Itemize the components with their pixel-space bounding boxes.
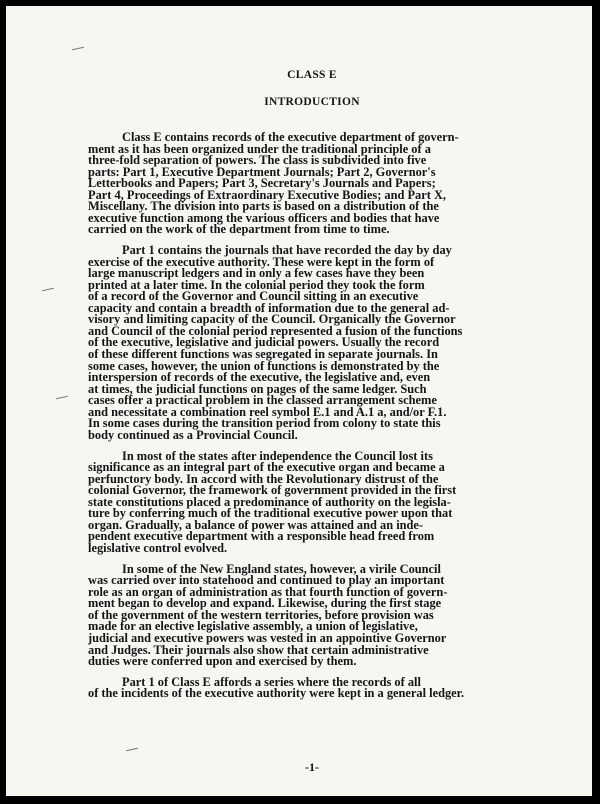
text-line: some cases, however, the union of functions is demonstrated by the <box>88 358 440 373</box>
text-line: Part 1 contains the journals that have recorded the day by day <box>122 243 452 258</box>
text-line: ment began to develop and expand. Likewise, during the first stage <box>88 596 442 611</box>
text-line: Class E contains records of the executive department of govern- <box>122 130 459 144</box>
class-heading: CLASS E <box>287 69 337 81</box>
scan-border <box>592 0 600 804</box>
scan-speck <box>126 748 138 751</box>
text-line: carried on the work of the department from time to time. <box>88 222 390 237</box>
text-line: of a record of the Governor and Council sitting in an executive <box>88 289 419 304</box>
text-line: made for an elective legislative assembly, a union of legislative, <box>88 619 418 634</box>
text-line: of these different functions was segregated in separate journals. In <box>88 347 438 362</box>
text-line: In some cases during the transition period from colony to state this <box>88 416 441 431</box>
text-line: perfunctory body. In accord with the Revolutionary distrust of the <box>88 471 439 486</box>
text-line: at times, the judicial functions on pages of the same ledger. Such <box>88 381 427 396</box>
text-line: Part 4, Proceedings of Extraordinary Executive Bodies; and Part X, <box>88 187 447 202</box>
section-heading: INTRODUCTION <box>264 96 360 108</box>
text-line: In most of the states after independence the Council lost its <box>122 448 433 463</box>
text-line: duties were conferred upon and exercised by them. <box>88 654 357 669</box>
text-line: exercise of the executive authority. These were kept in the form of <box>88 254 435 269</box>
text-line: significance as an integral part of the executive organ and became a <box>88 460 445 475</box>
text-line: visory and limiting capacity of the Council. Organically the Governor <box>88 312 456 327</box>
paragraph <box>88 561 536 669</box>
text-line: and necessitate a combination reel symbol E.1 and A.1 a, and/or F.1. <box>88 404 447 419</box>
text-line: and Judges. Their journals also show that certain administrative <box>88 642 429 657</box>
scan-speck <box>56 396 68 399</box>
text-line: legislative control evolved. <box>88 540 228 555</box>
body-text <box>88 132 536 709</box>
text-line: Letterbooks and Papers; Part 3, Secretary's Journals and Papers; <box>88 176 436 191</box>
scan-speck <box>72 47 84 50</box>
text-line: parts: Part 1, Executive Department Journals; Part 2, Governor's <box>88 164 436 179</box>
text-line: large manuscript ledgers and in only a few cases have they been <box>88 266 425 281</box>
text-line: cases offer a practical problem in the classed arrangement scheme <box>88 393 437 408</box>
text-line: interspersion of records of the executive, the legislative and, even <box>88 370 431 385</box>
text-line: printed at a later time. In the colonial period they took the form <box>88 277 425 292</box>
scan-speck <box>42 288 54 291</box>
text-line: organ. Gradually, a balance of power was attained and an inde- <box>88 517 424 532</box>
text-line: colonial Governor, the framework of government provided in the first <box>88 483 457 498</box>
paragraph <box>88 132 536 236</box>
text-line: was carried over into statehood and continued to play an important <box>88 573 445 588</box>
paragraph <box>88 674 536 701</box>
text-line: three-fold separation of powers. The class is subdivided into five <box>88 153 427 168</box>
text-line: judicial and executive powers was vested in an appointive Governor <box>88 630 447 645</box>
text-line: Part 1 of Class E affords a series where the records of all <box>122 674 421 689</box>
text-line: executive function among the various officers and bodies that have <box>88 210 440 225</box>
text-line: and Council of the colonial period represented a fusion of the functions <box>88 323 463 338</box>
text-line: In some of the New England states, however, a virile Council <box>122 561 441 576</box>
text-line: state constitutions placed a predominance of authority on the legisla- <box>88 494 451 509</box>
text-line: of the government of the western territories, before provision was <box>88 607 434 622</box>
text-line: pendent executive department with a responsible head freed from <box>88 529 435 544</box>
text-line: ture by conferring much of the traditional executive power upon that <box>88 506 453 521</box>
text-line: of the incidents of the executive authority were kept in a general ledger. <box>88 686 465 701</box>
text-line: role as an organ of administration as that fourth function of govern- <box>88 584 448 599</box>
text-line: ment as it has been organized under the traditional principle of a <box>88 141 431 156</box>
document-page <box>6 6 592 796</box>
text-line: of the executive, legislative and judicial powers. Usually the record <box>88 335 440 350</box>
text-line: Miscellany. The division into parts is based on a distribution of the <box>88 199 439 214</box>
paragraph <box>88 245 536 441</box>
text-line: capacity and contain a breadth of information due to the general ad- <box>88 300 450 315</box>
page-number: -1- <box>305 760 319 774</box>
paragraph <box>88 448 536 555</box>
text-line: body continued as a Provincial Council. <box>88 427 298 442</box>
